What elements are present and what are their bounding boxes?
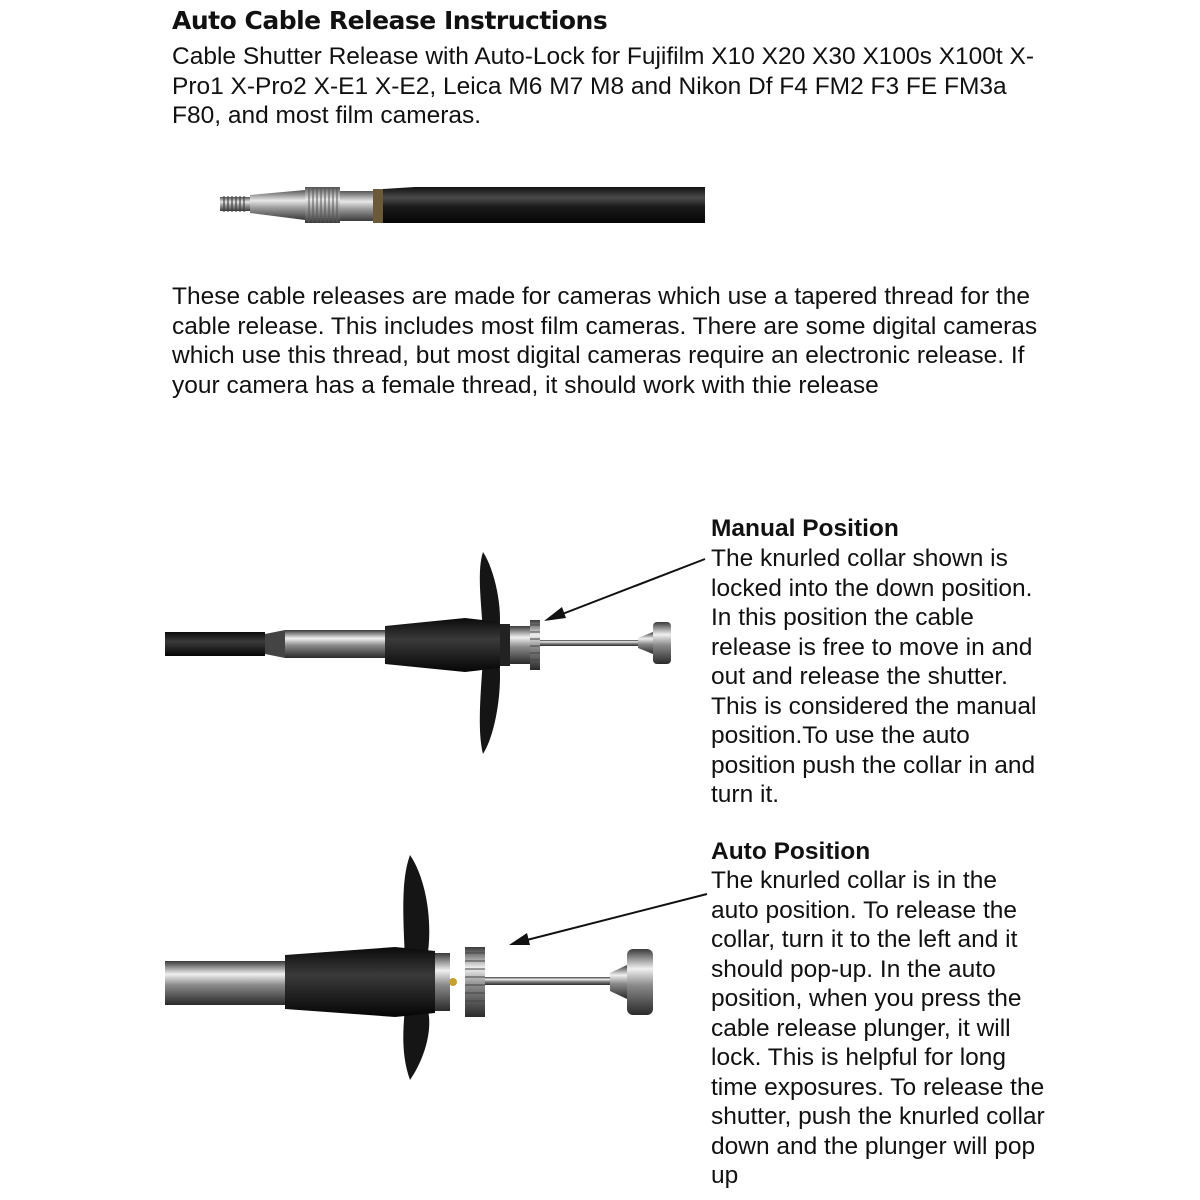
manual-heading: Manual Position — [711, 515, 899, 542]
auto-arrow-icon — [505, 890, 710, 950]
manual-description: The knurled collar shown is locked into the down position. In this position the cable release is free to move in and out and release the shutter. This is considered the manual position.To use the auto position push the collar in and turn it. — [711, 545, 1037, 808]
document-subtitle: Cable Shutter Release with Auto-Lock for Fujifilm X10 X20 X30 X100s X100t X-Pro1 X-Pro2 X-E1 X-E2, Leica M6 M7 M8 and Nikon Df F4 FM2 F3 FE FM3a F80, and most film cameras. — [172, 43, 1035, 129]
cable-release-tip-image — [215, 175, 715, 235]
document-title: Auto Cable Release Instructions — [172, 6, 608, 35]
intro-paragraph: These cable releases are made for cameras which use a tapered thread for the cable release. This includes most film cameras. There are some digital cameras which use this thread, but most digital cameras require an electronic release. If your camera has a female thread, it should work with thie release — [172, 283, 1038, 399]
auto-heading: Auto Position — [711, 838, 871, 865]
auto-description: The knurled collar is in the auto position. To release the collar, turn it to the left and it should pop-up. In the auto position, when you press the cable release plunger, it will lock. This is helpful for long time exposures. To release the shutter, push the knurled collar down and the plunger will pop up — [711, 867, 1045, 1189]
cable-release-auto-image — [165, 855, 710, 1080]
manual-arrow-icon — [540, 555, 710, 625]
